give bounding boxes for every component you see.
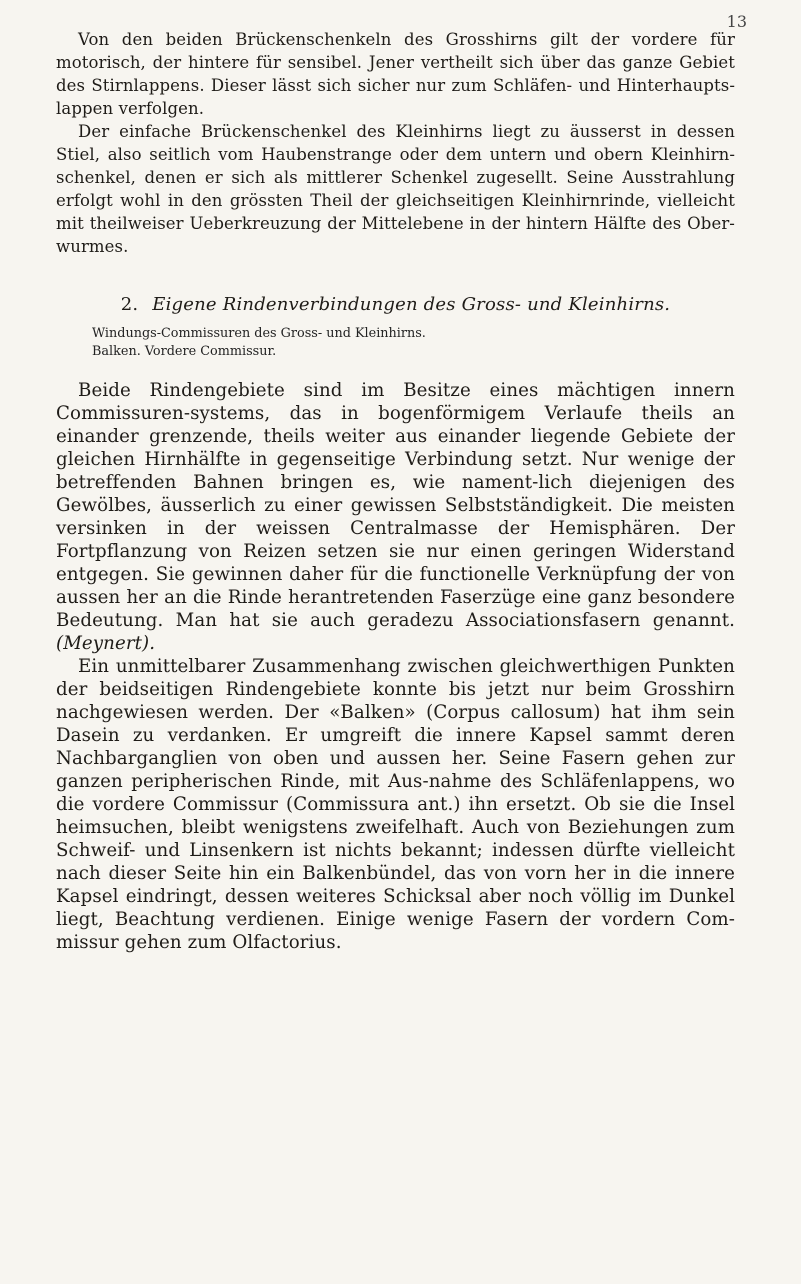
section-note-line-2: Balken. Vordere Commissur. <box>92 344 277 359</box>
paragraph-4: Ein unmittelbarer Zusammenhang zwischen gleichwerthigen Punkten der beidseitigen Rindengebiete konnte bis jetzt nur beim Grosshirn nachgewiesen werden. Der «Balken» (Corpus callosum) hat ihm sein Dasein zu verdanken. Er umgreift die innere Kapsel sammt deren Nachbarganglien von oben und aussen her. Seine Fasern gehen zur ganzen peripherischen Rinde, mit Aus-nahme des Schläfenlappens, wo die vordere Commissur (Commissura ant.) ihn ersetzt. Ob sie die Insel heimsuchen, bleibt wenigstens zweifelhaft. Auch von Beziehungen zum Schweif- und Linsenkern ist nichts bekannt; indessen dürfte vielleicht nach dieser Seite hin ein Balkenbündel, das von vorn her in die innere Kapsel eindringt, dessen weiteres Schicksal aber noch völlig im Dunkel liegt, Beachtung verdienen. Einige wenige Fasern der vordern Com-missur gehen zum Olfactorius. <box>56 656 735 953</box>
page-number: 13 <box>726 12 747 31</box>
paragraph-3 <box>56 379 735 655</box>
paragraph-1: Von den beiden Brückenschenkeln des Grosshirns gilt der vordere für motorisch, der hintere für sensibel. Jener vertheilt sich über das ganze Gebiet des Stirnlappens. Dieser lässt sich sicher nur zum Schläfen- und Hinterhaupts-lappen verfolgen. <box>56 30 735 118</box>
text-block <box>56 28 735 954</box>
section-note <box>56 325 612 361</box>
paragraph-3-author: (Meynert). <box>56 633 156 654</box>
section-heading <box>56 293 735 317</box>
paragraph-3-text: Beide Rindengebiete sind im Besitze eines mächtigen innern Commissuren-systems, das in bogenförmigem Verlaufe theils an einander grenzende, theils weiter aus einander liegende Gebiete der gleichen Hirnhälfte in gegenseitige Verbindung setzt. Nur wenige der betreffenden Bahnen bringen es, wie nament-lich diejenigen des Gewölbes, äusserlich zu einer gewissen Selbstständigkeit. Die meisten versinken in der weissen Centralmasse der Hemisphären. Der Fortpflanzung von Reizen setzen sie nur einen geringen Widerstand entgegen. Sie gewinnen daher für die functionelle Verknüpfung der von aussen her an die Rinde herantretenden Faserzüge eine ganz besondere Bedeutung. Man hat sie auch geradezu Associationsfasern genannt. <box>56 380 735 631</box>
paragraph-2: Der einfache Brückenschenkel des Kleinhirns liegt zu äusserst in dessen Stiel, also seitlich vom Haubenstrange oder dem untern und obern Kleinhirn-schenkel, denen er sich als mittlerer Schenkel zugesellt. Seine Ausstrahlung erfolgt wohl in den grössten Theil der gleichseitigen Kleinhirnrinde, vielleicht mit theilweiser Ueberkreuzung der Mittelebene in der hintern Hälfte des Ober-wurmes. <box>56 122 735 256</box>
section-title: Eigene Rindenverbindungen des Gross- und Kleinhirns. <box>152 294 671 315</box>
section-number: 2. <box>120 294 139 315</box>
section-note-line-1: Windungs-Commissuren des Gross- und Kleinhirns. <box>92 326 426 341</box>
